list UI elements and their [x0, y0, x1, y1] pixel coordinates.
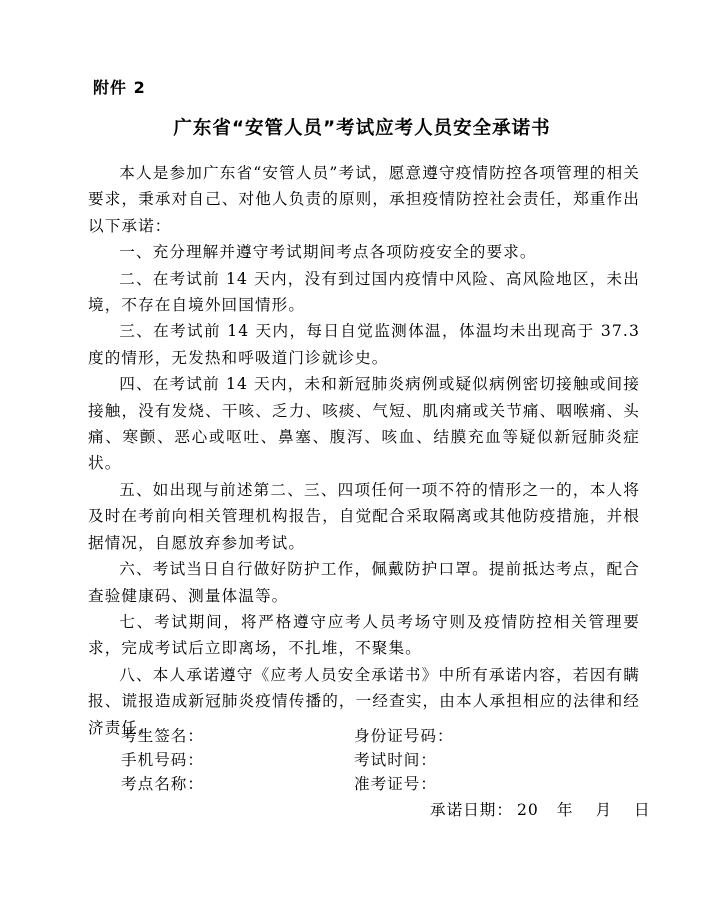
pledge-date-month: 月 [595, 801, 613, 819]
venue-field-label: 考点名称： [121, 775, 204, 793]
signature-field-label: 考生签名： [121, 727, 204, 745]
phone-field-label: 手机号码： [121, 751, 204, 769]
pledge-item-7: 七、考试期间，将严格遵守应考人员考场守则及疫情防控相关管理要求，完成考试后立即离场，不扎堆，不聚集。 [88, 612, 640, 658]
exam-time-field-label: 考试时间： [354, 751, 437, 769]
pledge-item-2: 二、在考试前 14 天内，没有到过国内疫情中风险、高风险地区，未出境，不存在自境外回国情形。 [88, 269, 640, 315]
ticket-number-field-label: 准考证号： [354, 775, 437, 793]
pledge-item-8: 八、本人承诺遵守《应考人员安全承诺书》中所有承诺内容，若因有瞒报、谎报造成新冠肺炎疫情传播的，一经查实，由本人承担相应的法律和经济责任。 [88, 665, 640, 737]
attachment-label: 附件 2 [93, 78, 146, 97]
pledge-item-1: 一、充分理解并遵守考试期间考点各项防疫安全的要求。 [119, 243, 537, 262]
pledge-date-line [430, 798, 651, 820]
pledge-date-year-prefix: 20 [516, 801, 539, 819]
pledge-date-label: 承诺日期： [430, 801, 513, 819]
pledge-item-5: 五、如出现与前述第二、三、四项任何一项不符的情形之一的，本人将及时在考前向相关管理机构报告，自觉配合采取隔离或其他防疫措施，并根据情况，自愿放弃参加考试。 [88, 480, 640, 552]
pledge-date-year: 年 [556, 801, 574, 819]
document-title: 广东省“安管人员”考试应考人员安全承诺书 [173, 118, 551, 139]
pledge-item-3: 三、在考试前 14 天内，每日自觉监测体温，体温均未出现高于 37.3 度的情形，无发热和呼吸道门诊就诊史。 [88, 322, 640, 367]
pledge-date-day: 日 [634, 801, 651, 819]
intro-paragraph: 本人是参加广东省“安管人员”考试，愿意遵守疫情防控各项管理的相关要求，秉承对自己、对他人负责的原则，承担疫情防控社会责任，郑重作出以下承诺： [88, 164, 640, 235]
pledge-item-6: 六、考试当日自行做好防护工作，佩戴防护口罩。提前抵达考点，配合查验健康码、测量体温等。 [88, 560, 640, 605]
pledge-item-4: 四、在考试前 14 天内，未和新冠肺炎病例或疑似病例密切接触或间接接触，没有发烧、干咳、乏力、咳痰、气短、肌肉痛或关节痛、咽喉痛、头痛、寒颤、恶心或呕吐、鼻塞、腹泻、咳血、结膜充血等疑似新冠肺炎症状。 [88, 375, 640, 473]
document-body [88, 160, 640, 741]
id-number-field-label: 身份证号码： [354, 727, 454, 745]
